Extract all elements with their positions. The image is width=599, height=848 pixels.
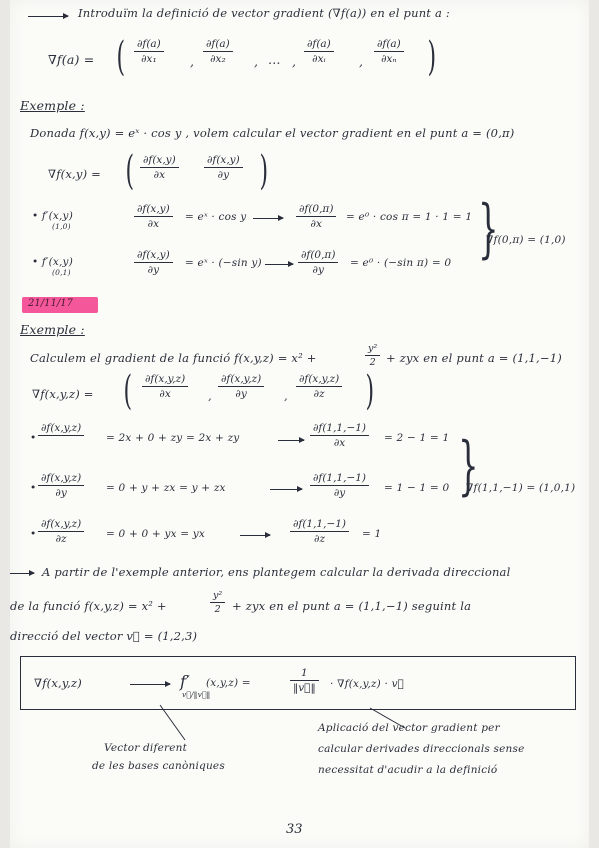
boxed-rhs: · ∇f(x,y,z) · v⃗ [330, 678, 404, 690]
example1-statement: Donada f(x,y) = eˣ · cos y , volem calcular el vector gradient en el punt a = (0,π) [30, 126, 515, 140]
partial-subscript: (0,1) [52, 268, 71, 277]
definition-term: ∂f(a) ∂x₂ [203, 38, 233, 65]
paragraph-fraction: y² 2 [210, 590, 225, 615]
partial-lead: • f′(x,y) [32, 256, 73, 268]
partial-fraction: ∂f(x,y,z) ∂y [38, 472, 84, 499]
note-left-2: de les bases canòniques [92, 760, 225, 772]
partial-fraction: ∂f(x,y,z) ∂z [38, 518, 84, 545]
partial-evaluated: ∂f(1,1,−1) ∂z [290, 518, 349, 545]
statement-fraction: y² 2 [365, 343, 380, 368]
definition-term: ∂f(a) ∂xᵢ [304, 38, 334, 65]
partial-expression: = eˣ · (−sin y) [185, 257, 262, 269]
intro-text: Introduïm la definició de vector gradient (∇f(a)) en el punt a : [78, 6, 450, 20]
partial-fraction: ∂f(x,y,z) [38, 422, 84, 437]
definition-term: ∂f(a) ∂x₁ [134, 38, 164, 65]
gradient-term: ∂f(x,y) ∂y [204, 154, 243, 181]
partial-result: = 1 − 1 = 0 [384, 482, 450, 494]
example1-gradient-lhs: ∇f(x,y) = [48, 167, 101, 181]
example2-conclusion: ∇f(1,1,−1) = (1,0,1) [466, 482, 576, 494]
partial-fraction: ∂f(x,y) ∂y [134, 249, 173, 276]
example2-statement-b: + zyx en el punt a = (1,1,−1) [386, 351, 562, 365]
boxed-subscript: v⃗/‖v⃗‖ [182, 690, 211, 699]
partial-evaluated: ∂f(0,π) ∂y [298, 249, 338, 276]
partial-expression: = 0 + 0 + yx = yx [106, 528, 206, 540]
definition-lhs: ∇f(a) = [48, 52, 95, 67]
example-heading: Exemple : [20, 98, 85, 113]
partial-fraction: ∂f(x,y) ∂x [134, 203, 173, 230]
note-right-2: calcular derivades direccionals sense [318, 743, 525, 755]
gradient-term: ∂f(x,y,z) ∂y [218, 373, 264, 400]
open-paren: ( [116, 34, 126, 80]
definition-term: ∂f(a) ∂xₙ [374, 38, 404, 65]
ellipsis: … [268, 52, 281, 67]
partial-lead: • f′(x,y) [32, 210, 73, 222]
page-number: 33 [286, 822, 303, 837]
example2-statement-a: Calculem el gradient de la funció f(x,y,z) = x² + [30, 351, 317, 365]
gradient-term: ∂f(x,y) ∂x [140, 154, 179, 181]
partial-expression: = 0 + y + zx = y + zx [106, 482, 226, 494]
paragraph-line-1: A partir de l'exemple anterior, ens plantegem calcular la derivada direccional [42, 565, 511, 579]
partial-expression: = 2x + 0 + zy = 2x + zy [106, 432, 240, 444]
partial-expression: = eˣ · cos y [185, 211, 247, 223]
partial-result: = 2 − 1 = 1 [384, 432, 450, 444]
date-label: 21/11/17 [28, 298, 73, 309]
annotation-pointers [10, 0, 589, 848]
example-heading: Exemple : [20, 322, 85, 337]
boxed-fraction: 1 ‖v⃗‖ [290, 667, 319, 694]
example2-gradient-lhs: ∇f(x,y,z) = [32, 387, 94, 401]
partial-result: = e⁰ · (−sin π) = 0 [350, 257, 452, 269]
example1-conclusion: ∇f(0,π) = (1,0) [486, 234, 566, 246]
paragraph-line-2b: + zyx en el punt a = (1,1,−1) seguint la [232, 599, 472, 613]
gradient-term: ∂f(x,y,z) ∂x [142, 373, 188, 400]
note-left-1: Vector diferent [104, 742, 188, 754]
boxed-args: (x,y,z) = [206, 677, 251, 689]
paragraph-line-3: direcció del vector v⃗ = (1,2,3) [10, 629, 198, 643]
notebook-page: Introduïm la definició de vector gradient (∇f(a)) en el punt a : ∇f(a) = ( ∂f(a) ∂x₁ , ∂f(a) ∂x₂ , … , ∂f(a) ∂xᵢ , ∂f(a) ∂xₙ ) Exemple : Donada f(x,y) = eˣ · cos y , volem calcular el vector gradient en el punt a = (0,π) ∇f(x,y) = ( ∂f(x,y) ∂x ∂f(x,y) ∂y ) • f′(x,y) (1,0) ∂f(x,y) ∂x = eˣ · cos y ∂f(0,π) ∂x = e⁰ · cos π = 1 · 1 = 1 • f′(x,y) (0,1) ∂f(x,y) ∂y = eˣ · (−sin y) ∂f(0,π) ∂y = e⁰ · (−sin π) = 0 } ∇f(0,π) = (1,0) 21/11/17 Exemple : Calculem el gradient de la funció f(x,y,z) = x² + y² 2 + zyx en el punt a = (1,1,−1) ∇f(x,y,z) = ( ∂f(x,y,z) ∂x , ∂f(x,y,z) ∂y , ∂f(x,y,z) ∂z ) • ∂f(x,y,z) = 2x + 0 + zy = 2x + zy ∂f(1,1,−1) ∂x = 2 − 1 = 1 • ∂f(x,y,z) ∂y = 0 + y + zx = y + zx ∂f(1,1,−1) ∂y = 1 − 1 = 0 • ∂f(x,y,z) ∂z = 0 + 0 + yx = yx ∂f(1,1,−1) ∂z = 1 } ∇f(1,1,−1) = (1,0,1) A partir de l'exemple anterior, ens plantegem calcular la derivada direccional de la funció f(x,y,z) = x² + y² 2 + zyx en el punt a = (1,1,−1) seguint la direcció del vector v⃗ = (1,2,3) ∇f(x,y,z) f′ v⃗/‖v⃗‖ (x,y,z) = 1 ‖v⃗‖ · ∇f(x,y,z) · v⃗ Vector diferent de les bases canòniques Aplicació del vector gradient per calcular derivades direccionals sense necessitat d'acudir a la definició 33 [10, 0, 589, 848]
partial-subscript: (1,0) [52, 222, 71, 231]
partial-evaluated: ∂f(0,π) ∂x [296, 203, 336, 230]
note-right-1: Aplicació del vector gradient per [318, 722, 500, 734]
boxed-lhs: ∇f(x,y,z) [34, 676, 82, 690]
close-paren: ) [427, 34, 437, 80]
gradient-term: ∂f(x,y,z) ∂z [296, 373, 342, 400]
partial-result: = 1 [362, 528, 382, 540]
right-brace: } [458, 429, 479, 503]
right-brace: } [478, 192, 499, 266]
partial-evaluated: ∂f(1,1,−1) ∂x [310, 422, 369, 449]
note-right-3: necessitat d'acudir a la definició [318, 764, 498, 776]
partial-result: = e⁰ · cos π = 1 · 1 = 1 [346, 211, 473, 223]
paragraph-line-2a: de la funció f(x,y,z) = x² + [10, 599, 167, 613]
partial-evaluated: ∂f(1,1,−1) ∂y [310, 472, 369, 499]
boxed-derivative: f′ [180, 672, 190, 691]
